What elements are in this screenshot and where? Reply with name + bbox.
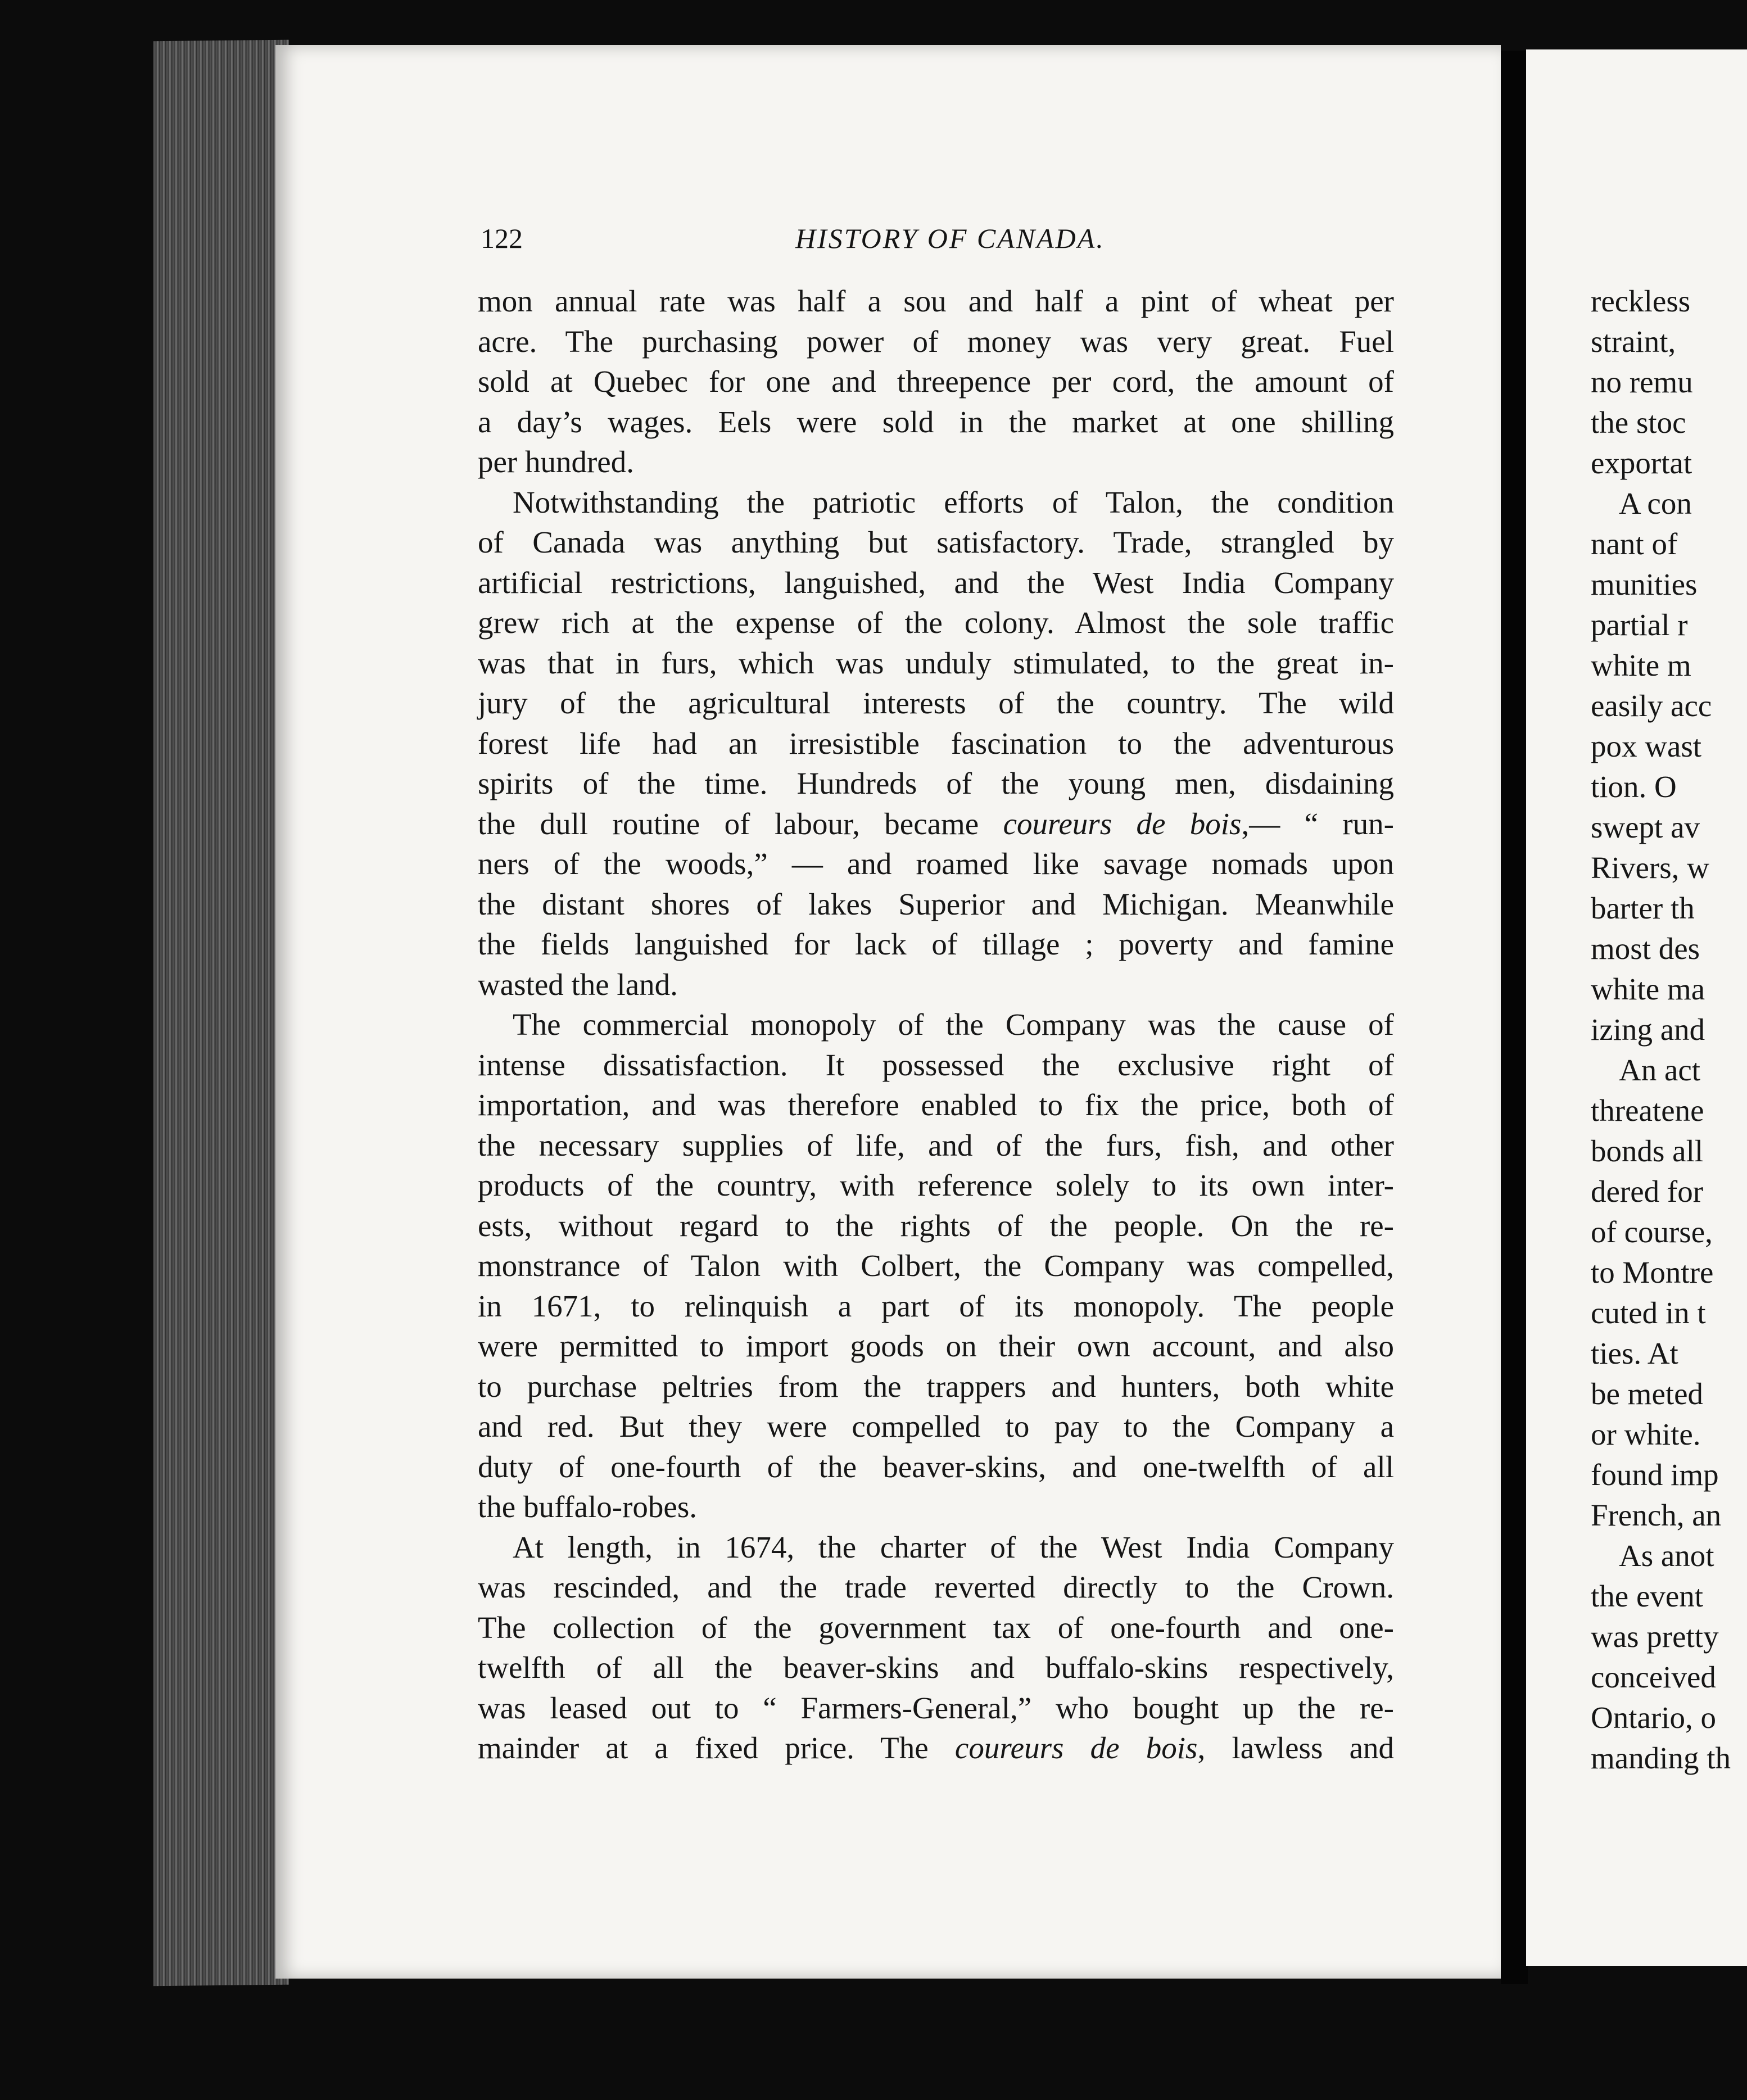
right-text-line: manding th [1591,1741,1731,1775]
right-text-line: bonds all [1591,1134,1704,1168]
left-page-text [478,281,1394,1768]
text-segment: wasted the land. [478,967,678,1002]
right-text-line: conceived [1591,1660,1716,1694]
right-text-line: to Montre [1591,1255,1714,1289]
text-segment: were permitted to import goods on their own account, and also [478,1329,1394,1363]
text-line [478,1608,1394,1648]
text-segment: intense dissatisfaction. It possessed the exclusive right of [478,1047,1394,1082]
page-number: 122 [481,223,523,254]
text-segment: ,— “ run- [1241,806,1394,841]
right-text-line: most des [1591,931,1700,966]
italic-phrase: coureurs de bois [954,1731,1198,1765]
text-line [478,683,1394,723]
right-text-line: found imp [1591,1458,1719,1492]
text-segment: The commercial monopoly of the Company was the cause of [513,1007,1394,1042]
text-segment: a day’s wages. Eels were sold in the market at one shilling [478,404,1394,439]
text-line [478,1567,1394,1608]
text-segment: in 1671, to relinquish a part of its monopoly. The people [478,1288,1394,1323]
text-line [478,442,1394,482]
right-text-line: or white. [1591,1417,1701,1451]
text-line [478,924,1394,965]
right-text-line: dered for [1591,1174,1704,1209]
text-line [478,804,1394,844]
right-text-line: no remu [1591,365,1693,399]
right-text-line: partial r [1591,608,1688,642]
right-text-line: munities [1591,567,1698,601]
text-segment: mainder at a fixed price. The [478,1731,955,1765]
text-segment: spirits of the time. Hundreds of the young men, disdaining [478,766,1394,800]
text-line [478,402,1394,442]
text-segment: and red. But they were compelled to pay to the Company a [478,1409,1394,1443]
text-line [478,1125,1394,1166]
right-text-line: the event [1591,1579,1704,1613]
text-segment: forest life had an irresistible fascination to the adventurous [478,726,1394,761]
text-line [478,361,1394,402]
right-page-text [1591,281,1747,1778]
text-segment: , lawless and [1197,1731,1395,1765]
text-line [478,1326,1394,1366]
page-edges [153,40,289,1986]
text-line [478,1487,1394,1527]
text-segment: the distant shores of lakes Superior and Michigan. Meanwhile [478,886,1394,921]
text-segment: duty of one-fourth of the beaver-skins, and one-twelfth of all [478,1449,1394,1484]
text-line [478,1004,1394,1045]
text-line [478,1246,1394,1286]
text-segment: per hundred. [478,445,634,479]
text-segment: The collection of the government tax of one-fourth and one- [478,1610,1394,1645]
text-segment: the buffalo-robes. [478,1490,697,1524]
text-line [478,1648,1394,1688]
right-text-line: the stoc [1591,405,1686,440]
right-text-line: white m [1591,648,1691,682]
text-line [478,1206,1394,1246]
right-text-line: cuted in t [1591,1296,1706,1330]
right-text-line: A con [1619,486,1692,521]
text-segment: was rescinded, and the trade reverted directly to the Crown. [478,1570,1394,1604]
right-text-line: straint, [1591,324,1676,359]
text-segment: was leased out to “ Farmers-General,” who bought up the re- [478,1690,1394,1725]
right-text-line: barter th [1591,891,1695,925]
right-text-line: French, an [1591,1498,1722,1532]
right-text-line: Ontario, o [1591,1700,1717,1735]
text-segment: the necessary supplies of life, and of the furs, fish, and other [478,1128,1394,1162]
text-line [478,1045,1394,1085]
text-segment: of Canada was anything but satisfactory. Trade, strangled by [478,525,1394,559]
right-text-line: white ma [1591,972,1705,1006]
text-line [478,844,1394,884]
right-text-line: As anot [1619,1538,1714,1573]
text-segment: acre. The purchasing power of money was very great. Fuel [478,324,1394,359]
text-line [478,763,1394,804]
right-text-line: nant of [1591,527,1678,561]
text-segment: sold at Quebec for one and threepence per cord, the amount of [478,364,1394,399]
text-segment: jury of the agricultural interests of the country. The wild [478,686,1394,720]
book-gutter [1501,51,1528,1984]
right-text-line: easily acc [1591,689,1712,723]
right-text-line: was pretty [1591,1619,1719,1654]
text-line [478,1688,1394,1728]
text-line [478,1728,1394,1768]
text-segment: products of the country, with reference solely to its own inter- [478,1168,1394,1202]
text-segment: the dull routine of labour, became [478,806,1003,841]
right-text-line: pox wast [1591,729,1702,763]
text-line [478,643,1394,684]
text-segment: mon annual rate was half a sou and half a pint of wheat per [478,284,1394,318]
text-segment: was that in furs, which was unduly stimulated, to the great in- [478,645,1394,680]
right-text-line: Rivers, w [1591,850,1709,885]
right-text-line: An act [1619,1053,1701,1087]
text-line [478,563,1394,603]
text-segment: monstrance of Talon with Colbert, the Company was compelled, [478,1248,1394,1283]
text-line [478,1447,1394,1487]
text-line [478,603,1394,643]
text-line [478,482,1394,523]
running-title: HISTORY OF CANADA. [795,223,1105,254]
text-segment: to purchase peltries from the trappers and hunters, both white [478,1369,1394,1404]
text-line [478,322,1394,362]
text-line [478,1406,1394,1447]
text-segment: importation, and was therefore enabled to fix the price, both of [478,1088,1394,1122]
text-segment: ners of the woods,” — and roamed like savage nomads upon [478,847,1394,881]
text-segment: ests, without regard to the rights of the people. On the re- [478,1208,1394,1243]
right-text-line: exportat [1591,446,1692,480]
running-head [481,222,1391,256]
text-line [478,1085,1394,1125]
text-segment: Notwithstanding the patriotic efforts of Talon, the condition [513,485,1394,519]
text-segment: At length, in 1674, the charter of the West India Company [513,1529,1394,1564]
text-line [478,1165,1394,1206]
italic-phrase: coureurs de bois [1003,806,1242,841]
text-line [478,1286,1394,1327]
right-text-line: tion. O [1591,770,1677,804]
right-text-line: threatene [1591,1093,1704,1128]
right-text-line: of course, [1591,1215,1713,1249]
text-line [478,723,1394,764]
text-segment: grew rich at the expense of the colony. Almost the sole traffic [478,605,1394,640]
right-text-line: izing and [1591,1012,1705,1047]
right-text-line: be meted [1591,1377,1704,1411]
text-segment: artificial restrictions, languished, and the West India Company [478,565,1394,600]
right-text-line: ties. At [1591,1336,1678,1370]
text-line [478,1527,1394,1568]
text-line [478,965,1394,1005]
right-text-line: swept av [1591,810,1700,844]
right-text-line: reckless [1591,284,1691,318]
text-segment: the fields languished for lack of tillage ; poverty and famine [478,927,1394,961]
text-line [478,522,1394,563]
text-line [478,281,1394,322]
text-line [478,1366,1394,1407]
text-line [478,884,1394,925]
text-segment: twelfth of all the beaver-skins and buffalo-skins respectively, [478,1650,1394,1685]
